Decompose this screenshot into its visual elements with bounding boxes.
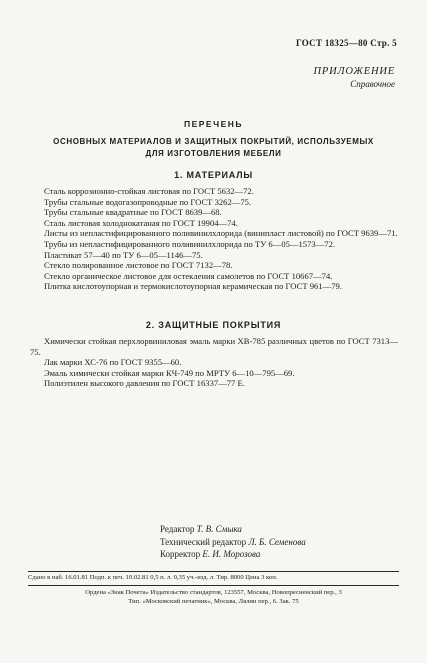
list-item: Трубы стальные водогазопроводные по ГОСТ 3262—75. — [44, 196, 252, 207]
printer-line: Ордена «Знак Почета» Издательство стандартов, 123557, Москва, Новопресненский пер., 3 — [85, 589, 342, 596]
divider — [28, 585, 399, 586]
section-heading-materials: 1. МАТЕРИАЛЫ — [174, 170, 253, 180]
page-header: ГОСТ 18325—80 Стр. 5 — [295, 38, 397, 48]
section-heading-coatings: 2. ЗАЩИТНЫЕ ПОКРЫТИЯ — [145, 320, 282, 330]
list-item: Трубы стальные квадратные по ГОСТ 8639—68. — [44, 207, 222, 218]
page-subtitle — [40, 136, 387, 160]
appendix-block — [314, 66, 396, 89]
list-item: Стекло органическое листовое для остекления самолетов по ГОСТ 10667—74. — [44, 270, 333, 281]
credit-role: Редактор — [160, 524, 195, 534]
appendix-label: ПРИЛОЖЕНИЕ — [313, 66, 395, 77]
subtitle-line: ОСНОВНЫХ МАТЕРИАЛОВ И ЗАЩИТНЫХ ПОКРЫТИЙ, ИСПОЛЬЗУЕМЫХ — [53, 137, 374, 146]
list-item: Трубы из непластифицированного поливинилхлорида по ТУ 6—05—1573—72. — [44, 238, 336, 249]
list-item: Полиэтилен высокого давления по ГОСТ 16337—77 Е. — [44, 378, 245, 389]
imprint-line: Сдано в наб. 16.01.81 Подп. к печ. 10.02.81 0,5 п. л. 0,35 уч.-изд. л. Тир. 8000 Цена 3 коп. — [28, 574, 278, 581]
credit-name: Л. Б. Семенова — [248, 536, 306, 547]
credit-role: Корректор — [160, 549, 201, 559]
list-item: Стекло полированное листовое по ГОСТ 7132—78. — [44, 260, 233, 271]
materials-list — [30, 186, 398, 292]
printer-info — [28, 589, 399, 606]
divider — [28, 571, 399, 572]
list-item: Сталь коррозионно-стойкая листовая по ГОСТ 5632—72. — [44, 186, 254, 196]
list-item: Химически стойкая перхлорвиниловая эмаль марки ХВ-785 различных цветов по ГОСТ 7313—75. — [30, 336, 398, 357]
list-item: Эмаль химически стойкая марки КЧ-749 по МРТУ 6—10—795—69. — [44, 367, 295, 378]
appendix-note: Справочное — [350, 79, 395, 89]
coatings-list — [30, 336, 398, 389]
credit-tech-editor — [160, 536, 306, 549]
credit-name: Е. И. Морозова — [202, 549, 261, 559]
list-item: Лак марки ХС-76 по ГОСТ 9355—60. — [44, 357, 182, 368]
credit-name: Т. В. Смыка — [196, 524, 242, 534]
credit-editor — [160, 523, 306, 536]
page-title: ПЕРЕЧЕНЬ — [183, 119, 243, 129]
list-item: Плитка кислотоупорная и термокислотоупорная керамическая по ГОСТ 961—79. — [44, 281, 342, 292]
list-item: Листы из непластифицированного поливинилхлорида (винипласт листовой) по ГОСТ 9639—71. — [44, 228, 398, 239]
credit-proofreader — [160, 548, 306, 561]
list-item: Пластикат 57—40 по ТУ 6—05—1146—75. — [44, 249, 203, 260]
list-item: Сталь листовая холоднокатаная по ГОСТ 19904—74. — [44, 217, 238, 228]
credits-block — [160, 523, 306, 561]
subtitle-line: ДЛЯ ИЗГОТОВЛЕНИЯ МЕБЕЛИ — [145, 149, 282, 158]
printer-line: Тип. «Московский печатник», Москва, Лялин пер., 6. Зак. 75 — [128, 597, 299, 605]
credit-role: Технический редактор — [160, 536, 247, 547]
